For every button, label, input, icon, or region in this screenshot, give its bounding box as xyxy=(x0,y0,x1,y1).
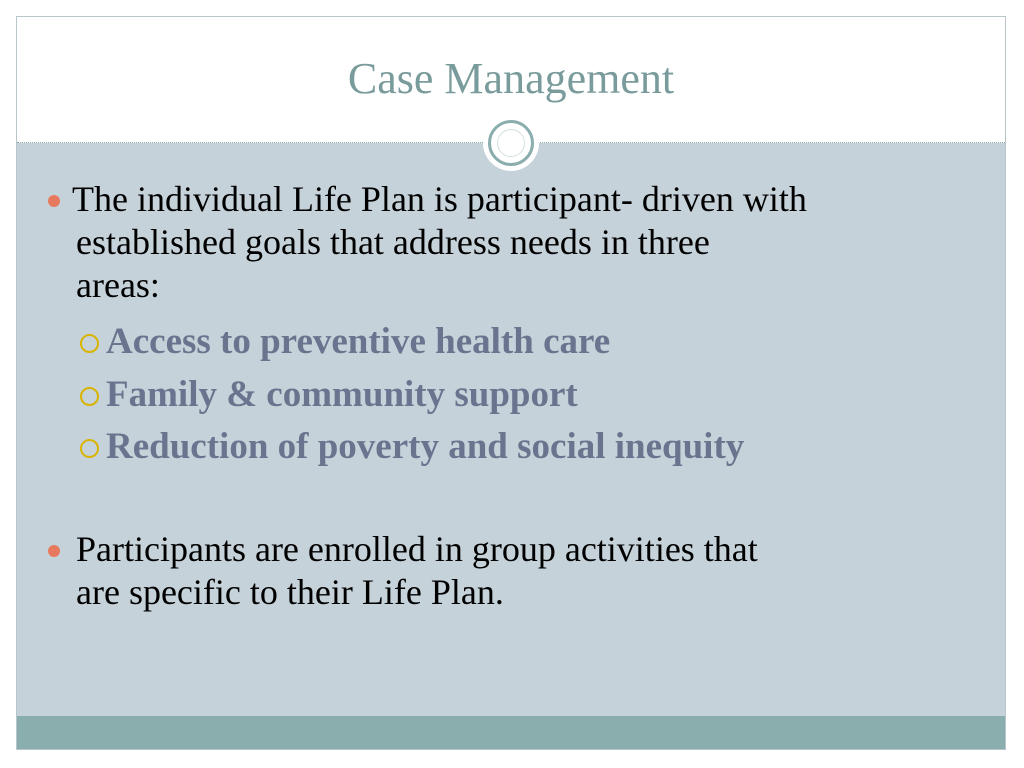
ornament-ring xyxy=(488,120,534,166)
content-area xyxy=(17,143,1005,716)
slide-frame xyxy=(16,16,1006,750)
sub-item-2: Family & community support xyxy=(106,374,578,415)
bullet-circle-icon xyxy=(48,545,60,557)
bullet-1-line-2: established goals that address needs in three xyxy=(76,222,710,262)
sub-bullet-circle-icon xyxy=(80,387,99,406)
bottom-band xyxy=(17,716,1005,750)
sub-bullet-circle-icon xyxy=(80,439,99,458)
sub-bullet-circle-icon xyxy=(80,334,99,353)
slide-title: Case Management xyxy=(347,54,675,103)
bullet-2-line-1: Participants are enrolled in group activities that xyxy=(76,529,758,569)
sub-item-3: Reduction of poverty and social inequity xyxy=(106,426,745,467)
sub-item-1: Access to preventive health care xyxy=(106,321,611,362)
bullet-1-line-3: areas: xyxy=(76,265,160,305)
bullet-2-line-2: are specific to their Life Plan. xyxy=(76,572,504,612)
bullet-1-line-1: The individual Life Plan is participant- driven with xyxy=(72,179,807,219)
bullet-circle-icon xyxy=(48,195,60,207)
ornament-inner-ring xyxy=(497,129,525,157)
ring-ornament-icon xyxy=(483,115,539,171)
